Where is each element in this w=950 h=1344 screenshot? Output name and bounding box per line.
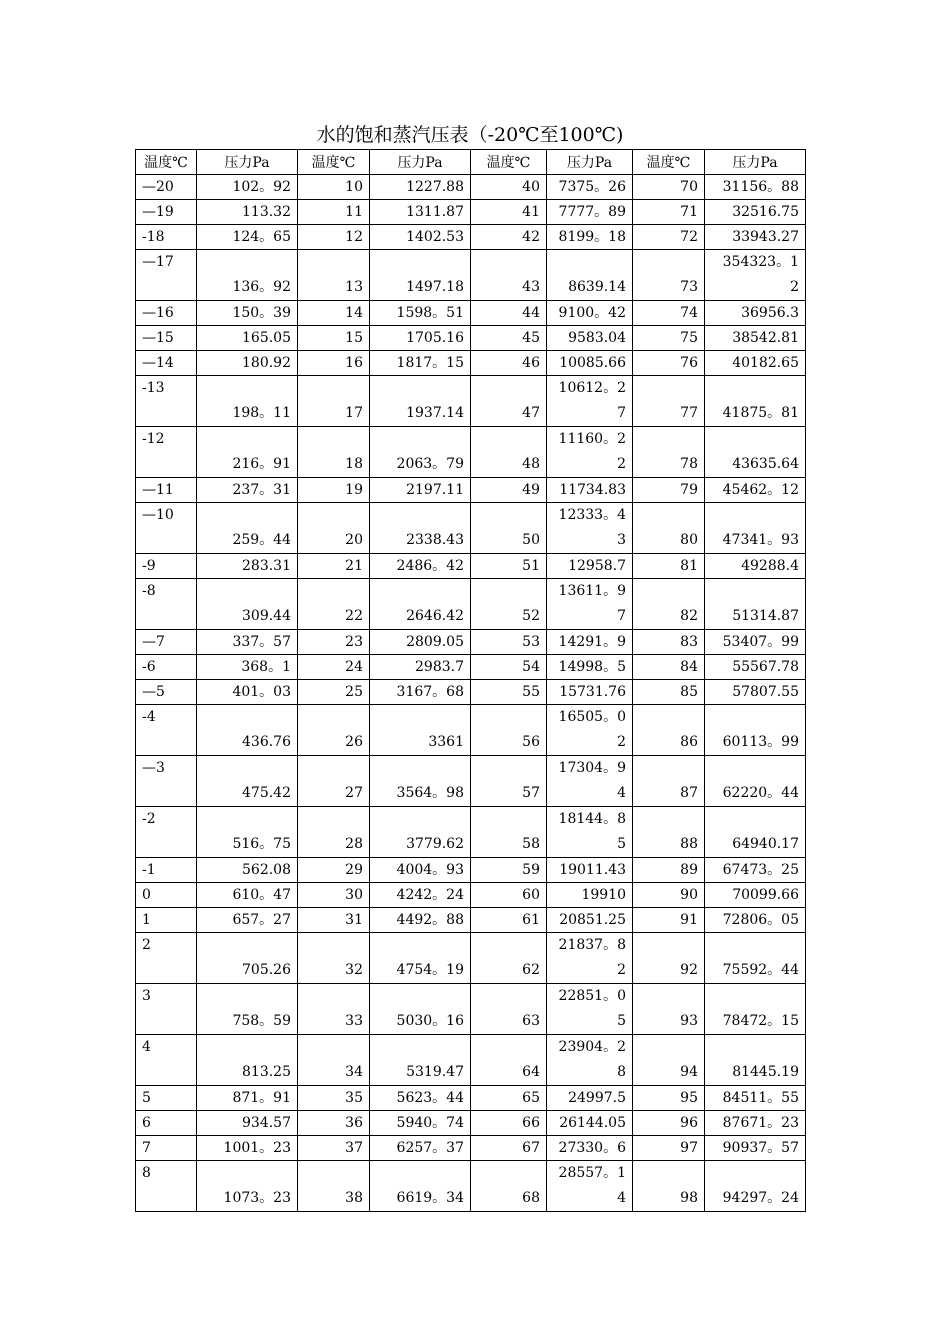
value-line-1: 16505。0: [558, 709, 626, 725]
pressure-cell-1: 309.44: [197, 579, 298, 630]
temperature-cell-1: -13: [136, 376, 197, 427]
pressure-cell-1: 283.31: [197, 554, 298, 579]
pressure-cell-4: 84511。55: [705, 1086, 806, 1111]
pressure-cell-1: 934.57: [197, 1111, 298, 1136]
pressure-cell-4: 81445.19: [705, 1035, 806, 1086]
pressure-cell-4: 87671。23: [705, 1111, 806, 1136]
pressure-cell-3: [547, 1035, 633, 1086]
temperature-cell-2: 16: [298, 351, 370, 376]
temperature-cell-4: 81: [633, 554, 705, 579]
pressure-cell-1: 657。27: [197, 908, 298, 933]
pressure-cell-2: 4492。88: [370, 908, 471, 933]
temperature-cell-3: 56: [471, 705, 547, 756]
value-line-1: 18144。8: [558, 811, 626, 827]
table-row: [136, 858, 806, 883]
table-row: [136, 376, 806, 427]
pressure-cell-1: 475.42: [197, 756, 298, 807]
temperature-cell-3: 43: [471, 250, 547, 301]
header-temp-1: 温度℃: [136, 150, 197, 175]
temperature-cell-1: -6: [136, 655, 197, 680]
pressure-cell-3: [547, 807, 633, 858]
value-line-1: 11160。2: [558, 431, 626, 447]
pressure-cell-4: 62220。44: [705, 756, 806, 807]
value-line-2: 5: [617, 1013, 626, 1029]
temperature-cell-3: 49: [471, 478, 547, 503]
pressure-cell-1: 165.05: [197, 326, 298, 351]
pressure-cell-2: 4004。93: [370, 858, 471, 883]
pressure-cell-4: 75592。44: [705, 933, 806, 984]
temperature-cell-2: 12: [298, 225, 370, 250]
temperature-cell-3: 55: [471, 680, 547, 705]
temperature-cell-3: 47: [471, 376, 547, 427]
pressure-cell-1: 516。75: [197, 807, 298, 858]
pressure-cell-2: 2983.7: [370, 655, 471, 680]
table-row: [136, 351, 806, 376]
temperature-cell-1: -1: [136, 858, 197, 883]
value-line-1: 21837。8: [558, 937, 626, 953]
value-line-2: 8: [617, 1064, 626, 1080]
value-line-1: 354323。1: [722, 254, 799, 270]
pressure-cell-2: 1705.16: [370, 326, 471, 351]
temperature-cell-4: 73: [633, 250, 705, 301]
temperature-cell-4: 70: [633, 175, 705, 200]
pressure-cell-4: 33943.27: [705, 225, 806, 250]
pressure-cell-4: 72806。05: [705, 908, 806, 933]
temperature-cell-4: 94: [633, 1035, 705, 1086]
temperature-cell-2: 37: [298, 1136, 370, 1161]
temperature-cell-2: 28: [298, 807, 370, 858]
value-line-2: 7: [617, 608, 626, 624]
table-row: [136, 326, 806, 351]
temperature-cell-1: -9: [136, 554, 197, 579]
temperature-cell-1: —19: [136, 200, 197, 225]
temperature-cell-2: 30: [298, 883, 370, 908]
value-line-2: 2: [617, 734, 626, 750]
temperature-cell-4: 92: [633, 933, 705, 984]
table-row: [136, 883, 806, 908]
temperature-cell-2: 15: [298, 326, 370, 351]
temperature-cell-3: 52: [471, 579, 547, 630]
temperature-cell-1: —5: [136, 680, 197, 705]
temperature-cell-1: —17: [136, 250, 197, 301]
pressure-cell-2: 2486。42: [370, 554, 471, 579]
pressure-cell-1: 259。44: [197, 503, 298, 554]
temperature-cell-3: 68: [471, 1161, 547, 1212]
temperature-cell-4: 85: [633, 680, 705, 705]
pressure-cell-1: 758。59: [197, 984, 298, 1035]
temperature-cell-3: 67: [471, 1136, 547, 1161]
temperature-cell-3: 61: [471, 908, 547, 933]
table-title: 水的饱和蒸汽压表（-20℃至100℃): [316, 124, 624, 146]
temperature-cell-3: 50: [471, 503, 547, 554]
vapor-pressure-table: [135, 149, 806, 1212]
pressure-cell-3: [547, 933, 633, 984]
pressure-cell-3: 7777。89: [547, 200, 633, 225]
pressure-cell-3: 11734.83: [547, 478, 633, 503]
pressure-cell-2: 1311.87: [370, 200, 471, 225]
pressure-cell-1: 705.26: [197, 933, 298, 984]
pressure-cell-3: 8639.14: [547, 250, 633, 301]
temperature-cell-4: 72: [633, 225, 705, 250]
temperature-cell-4: 88: [633, 807, 705, 858]
pressure-cell-1: 136。92: [197, 250, 298, 301]
pressure-cell-2: 5940。74: [370, 1111, 471, 1136]
value-line-1: 12333。4: [558, 507, 626, 523]
pressure-cell-4: 31156。88: [705, 175, 806, 200]
table-row: [136, 705, 806, 756]
temperature-cell-3: 44: [471, 301, 547, 326]
pressure-cell-2: 2063。79: [370, 427, 471, 478]
temperature-cell-1: 6: [136, 1111, 197, 1136]
temperature-cell-3: 53: [471, 630, 547, 655]
pressure-cell-2: 5623。44: [370, 1086, 471, 1111]
header-pressure-1: 压力Pa: [197, 150, 298, 175]
pressure-cell-3: 19910: [547, 883, 633, 908]
table-row: [136, 1035, 806, 1086]
pressure-cell-1: 216。91: [197, 427, 298, 478]
temperature-cell-3: 54: [471, 655, 547, 680]
temperature-cell-4: 78: [633, 427, 705, 478]
pressure-cell-2: 1402.53: [370, 225, 471, 250]
temperature-cell-1: -18: [136, 225, 197, 250]
pressure-cell-1: 237。31: [197, 478, 298, 503]
table-row: [136, 655, 806, 680]
pressure-cell-2: 2809.05: [370, 630, 471, 655]
temperature-cell-2: 26: [298, 705, 370, 756]
pressure-cell-1: 198。11: [197, 376, 298, 427]
temperature-cell-1: —7: [136, 630, 197, 655]
table-row: [136, 1161, 806, 1212]
pressure-cell-4: 78472。15: [705, 984, 806, 1035]
temperature-cell-1: 4: [136, 1035, 197, 1086]
temperature-cell-3: 42: [471, 225, 547, 250]
pressure-cell-2: 2646.42: [370, 579, 471, 630]
value-line-2: 4: [617, 1190, 626, 1206]
temperature-cell-1: 0: [136, 883, 197, 908]
pressure-cell-2: 1227.88: [370, 175, 471, 200]
temperature-cell-4: 89: [633, 858, 705, 883]
header-pressure-2: 压力Pa: [370, 150, 471, 175]
pressure-cell-2: 5319.47: [370, 1035, 471, 1086]
pressure-cell-4: 70099.66: [705, 883, 806, 908]
pressure-cell-3: 14291。9: [547, 630, 633, 655]
temperature-cell-4: 79: [633, 478, 705, 503]
value-line-1: 17304。9: [558, 760, 626, 776]
table-row: [136, 478, 806, 503]
pressure-cell-2: 4754。19: [370, 933, 471, 984]
header-pressure-4: 压力Pa: [705, 150, 806, 175]
temperature-cell-3: 40: [471, 175, 547, 200]
pressure-cell-3: 20851.25: [547, 908, 633, 933]
temperature-cell-2: 35: [298, 1086, 370, 1111]
pressure-cell-3: 8199。18: [547, 225, 633, 250]
temperature-cell-2: 17: [298, 376, 370, 427]
pressure-cell-2: 3167。68: [370, 680, 471, 705]
temperature-cell-3: 63: [471, 984, 547, 1035]
temperature-cell-2: 22: [298, 579, 370, 630]
table-row: [136, 807, 806, 858]
temperature-cell-4: 84: [633, 655, 705, 680]
temperature-cell-1: -4: [136, 705, 197, 756]
temperature-cell-2: 34: [298, 1035, 370, 1086]
table-row: [136, 1086, 806, 1111]
temperature-cell-1: 1: [136, 908, 197, 933]
temperature-cell-2: 13: [298, 250, 370, 301]
temperature-cell-2: 23: [298, 630, 370, 655]
pressure-cell-4: 40182.65: [705, 351, 806, 376]
temperature-cell-2: 24: [298, 655, 370, 680]
header-temp-3: 温度℃: [471, 150, 547, 175]
value-line-1: 23904。2: [558, 1039, 626, 1055]
temperature-cell-2: 38: [298, 1161, 370, 1212]
temperature-cell-3: 66: [471, 1111, 547, 1136]
pressure-cell-1: 150。39: [197, 301, 298, 326]
temperature-cell-3: 46: [471, 351, 547, 376]
temperature-cell-1: 8: [136, 1161, 197, 1212]
pressure-cell-4: 32516.75: [705, 200, 806, 225]
temperature-cell-1: —10: [136, 503, 197, 554]
temperature-cell-4: 83: [633, 630, 705, 655]
pressure-cell-2: 1937.14: [370, 376, 471, 427]
value-line-2: 5: [617, 836, 626, 852]
table-row: [136, 175, 806, 200]
temperature-cell-3: 45: [471, 326, 547, 351]
temperature-cell-1: -8: [136, 579, 197, 630]
temperature-cell-3: 64: [471, 1035, 547, 1086]
pressure-cell-4: 38542.81: [705, 326, 806, 351]
table-row: [136, 250, 806, 301]
temperature-cell-1: 7: [136, 1136, 197, 1161]
pressure-cell-2: 2197.11: [370, 478, 471, 503]
pressure-cell-3: [547, 427, 633, 478]
table-row: [136, 301, 806, 326]
pressure-cell-3: 10085.66: [547, 351, 633, 376]
pressure-cell-2: 2338.43: [370, 503, 471, 554]
temperature-cell-1: —20: [136, 175, 197, 200]
pressure-cell-1: 124。65: [197, 225, 298, 250]
temperature-cell-4: 91: [633, 908, 705, 933]
pressure-cell-1: 337。57: [197, 630, 298, 655]
pressure-cell-4: [705, 250, 806, 301]
value-line-1: 28557。1: [558, 1165, 626, 1181]
temperature-cell-4: 77: [633, 376, 705, 427]
pressure-cell-4: 45462。12: [705, 478, 806, 503]
pressure-cell-3: [547, 503, 633, 554]
temperature-cell-1: —15: [136, 326, 197, 351]
temperature-cell-2: 31: [298, 908, 370, 933]
temperature-cell-3: 60: [471, 883, 547, 908]
pressure-cell-2: 4242。24: [370, 883, 471, 908]
value-line-1: 10612。2: [558, 380, 626, 396]
header-temp-4: 温度℃: [633, 150, 705, 175]
table-row: [136, 225, 806, 250]
temperature-cell-3: 62: [471, 933, 547, 984]
temperature-cell-2: 29: [298, 858, 370, 883]
temperature-cell-4: 74: [633, 301, 705, 326]
pressure-cell-3: 19011.43: [547, 858, 633, 883]
temperature-cell-2: 27: [298, 756, 370, 807]
pressure-cell-4: 57807.55: [705, 680, 806, 705]
value-line-2: 2: [617, 962, 626, 978]
temperature-cell-1: 5: [136, 1086, 197, 1111]
temperature-cell-4: 93: [633, 984, 705, 1035]
header-pressure-3: 压力Pa: [547, 150, 633, 175]
temperature-cell-2: 14: [298, 301, 370, 326]
table-row: [136, 200, 806, 225]
temperature-cell-3: 41: [471, 200, 547, 225]
temperature-cell-2: 33: [298, 984, 370, 1035]
pressure-cell-4: 94297。24: [705, 1161, 806, 1212]
pressure-cell-4: 64940.17: [705, 807, 806, 858]
table-row: [136, 1136, 806, 1161]
pressure-cell-2: 1817。15: [370, 351, 471, 376]
temperature-cell-4: 82: [633, 579, 705, 630]
pressure-cell-1: 436.76: [197, 705, 298, 756]
value-line-2: 2: [617, 456, 626, 472]
temperature-cell-2: 10: [298, 175, 370, 200]
pressure-cell-2: 3361: [370, 705, 471, 756]
temperature-cell-3: 48: [471, 427, 547, 478]
temperature-cell-4: 87: [633, 756, 705, 807]
value-line-2: 2: [790, 279, 799, 295]
temperature-cell-4: 75: [633, 326, 705, 351]
pressure-cell-1: 1001。23: [197, 1136, 298, 1161]
table-row: [136, 503, 806, 554]
temperature-cell-1: -12: [136, 427, 197, 478]
pressure-cell-1: 610。47: [197, 883, 298, 908]
pressure-cell-3: [547, 1161, 633, 1212]
temperature-cell-1: —16: [136, 301, 197, 326]
pressure-cell-1: 1073。23: [197, 1161, 298, 1212]
temperature-cell-1: —11: [136, 478, 197, 503]
pressure-cell-3: 26144.05: [547, 1111, 633, 1136]
pressure-cell-3: 7375。26: [547, 175, 633, 200]
pressure-cell-1: 871。91: [197, 1086, 298, 1111]
temperature-cell-2: 36: [298, 1111, 370, 1136]
pressure-cell-4: 47341。93: [705, 503, 806, 554]
header-temp-2: 温度℃: [298, 150, 370, 175]
pressure-cell-4: 36956.3: [705, 301, 806, 326]
pressure-cell-3: 9583.04: [547, 326, 633, 351]
temperature-cell-4: 80: [633, 503, 705, 554]
temperature-cell-4: 86: [633, 705, 705, 756]
pressure-cell-2: 6257。37: [370, 1136, 471, 1161]
pressure-cell-1: 180.92: [197, 351, 298, 376]
table-row: [136, 1111, 806, 1136]
header-row: [136, 150, 806, 175]
table-row: [136, 579, 806, 630]
pressure-cell-1: 368。1: [197, 655, 298, 680]
value-line-1: 22851。0: [558, 988, 626, 1004]
temperature-cell-4: 71: [633, 200, 705, 225]
temperature-cell-4: 97: [633, 1136, 705, 1161]
pressure-cell-3: [547, 756, 633, 807]
pressure-cell-2: 3564。98: [370, 756, 471, 807]
temperature-cell-1: —3: [136, 756, 197, 807]
temperature-cell-1: -2: [136, 807, 197, 858]
pressure-cell-3: 24997.5: [547, 1086, 633, 1111]
table-row: [136, 427, 806, 478]
pressure-cell-4: 67473。25: [705, 858, 806, 883]
pressure-cell-3: 15731.76: [547, 680, 633, 705]
pressure-cell-4: 53407。99: [705, 630, 806, 655]
pressure-cell-2: 5030。16: [370, 984, 471, 1035]
pressure-cell-1: 401。03: [197, 680, 298, 705]
pressure-cell-1: 102。92: [197, 175, 298, 200]
temperature-cell-4: 90: [633, 883, 705, 908]
pressure-cell-4: 90937。57: [705, 1136, 806, 1161]
temperature-cell-3: 65: [471, 1086, 547, 1111]
temperature-cell-2: 32: [298, 933, 370, 984]
temperature-cell-2: 19: [298, 478, 370, 503]
value-line-2: 4: [617, 785, 626, 801]
pressure-cell-4: 60113。99: [705, 705, 806, 756]
temperature-cell-2: 25: [298, 680, 370, 705]
temperature-cell-4: 98: [633, 1161, 705, 1212]
table-row: [136, 984, 806, 1035]
pressure-cell-2: 1497.18: [370, 250, 471, 301]
temperature-cell-3: 59: [471, 858, 547, 883]
temperature-cell-2: 20: [298, 503, 370, 554]
temperature-cell-1: 2: [136, 933, 197, 984]
temperature-cell-4: 96: [633, 1111, 705, 1136]
pressure-cell-1: 113.32: [197, 200, 298, 225]
pressure-cell-1: 562.08: [197, 858, 298, 883]
temperature-cell-2: 11: [298, 200, 370, 225]
table-row: [136, 756, 806, 807]
table-row: [136, 630, 806, 655]
pressure-cell-3: 14998。5: [547, 655, 633, 680]
pressure-cell-4: 51314.87: [705, 579, 806, 630]
temperature-cell-2: 21: [298, 554, 370, 579]
pressure-cell-3: 27330。6: [547, 1136, 633, 1161]
pressure-cell-1: 813.25: [197, 1035, 298, 1086]
temperature-cell-3: 51: [471, 554, 547, 579]
pressure-cell-3: [547, 579, 633, 630]
value-line-1: 13611。9: [558, 583, 626, 599]
pressure-cell-4: 43635.64: [705, 427, 806, 478]
pressure-cell-4: 55567.78: [705, 655, 806, 680]
pressure-cell-4: 49288.4: [705, 554, 806, 579]
value-line-2: 7: [617, 405, 626, 421]
temperature-cell-1: 3: [136, 984, 197, 1035]
pressure-cell-4: 41875。81: [705, 376, 806, 427]
table-row: [136, 554, 806, 579]
temperature-cell-4: 95: [633, 1086, 705, 1111]
pressure-cell-2: 6619。34: [370, 1161, 471, 1212]
table-row: [136, 933, 806, 984]
pressure-cell-2: 1598。51: [370, 301, 471, 326]
table-row: [136, 908, 806, 933]
pressure-cell-2: 3779.62: [370, 807, 471, 858]
pressure-cell-3: [547, 376, 633, 427]
temperature-cell-1: —14: [136, 351, 197, 376]
value-line-2: 3: [617, 532, 626, 548]
temperature-cell-2: 18: [298, 427, 370, 478]
table-body: [136, 175, 806, 1212]
pressure-cell-3: 9100。42: [547, 301, 633, 326]
table-row: [136, 680, 806, 705]
pressure-cell-3: [547, 984, 633, 1035]
pressure-cell-3: [547, 705, 633, 756]
temperature-cell-3: 58: [471, 807, 547, 858]
temperature-cell-4: 76: [633, 351, 705, 376]
pressure-cell-3: 12958.7: [547, 554, 633, 579]
temperature-cell-3: 57: [471, 756, 547, 807]
